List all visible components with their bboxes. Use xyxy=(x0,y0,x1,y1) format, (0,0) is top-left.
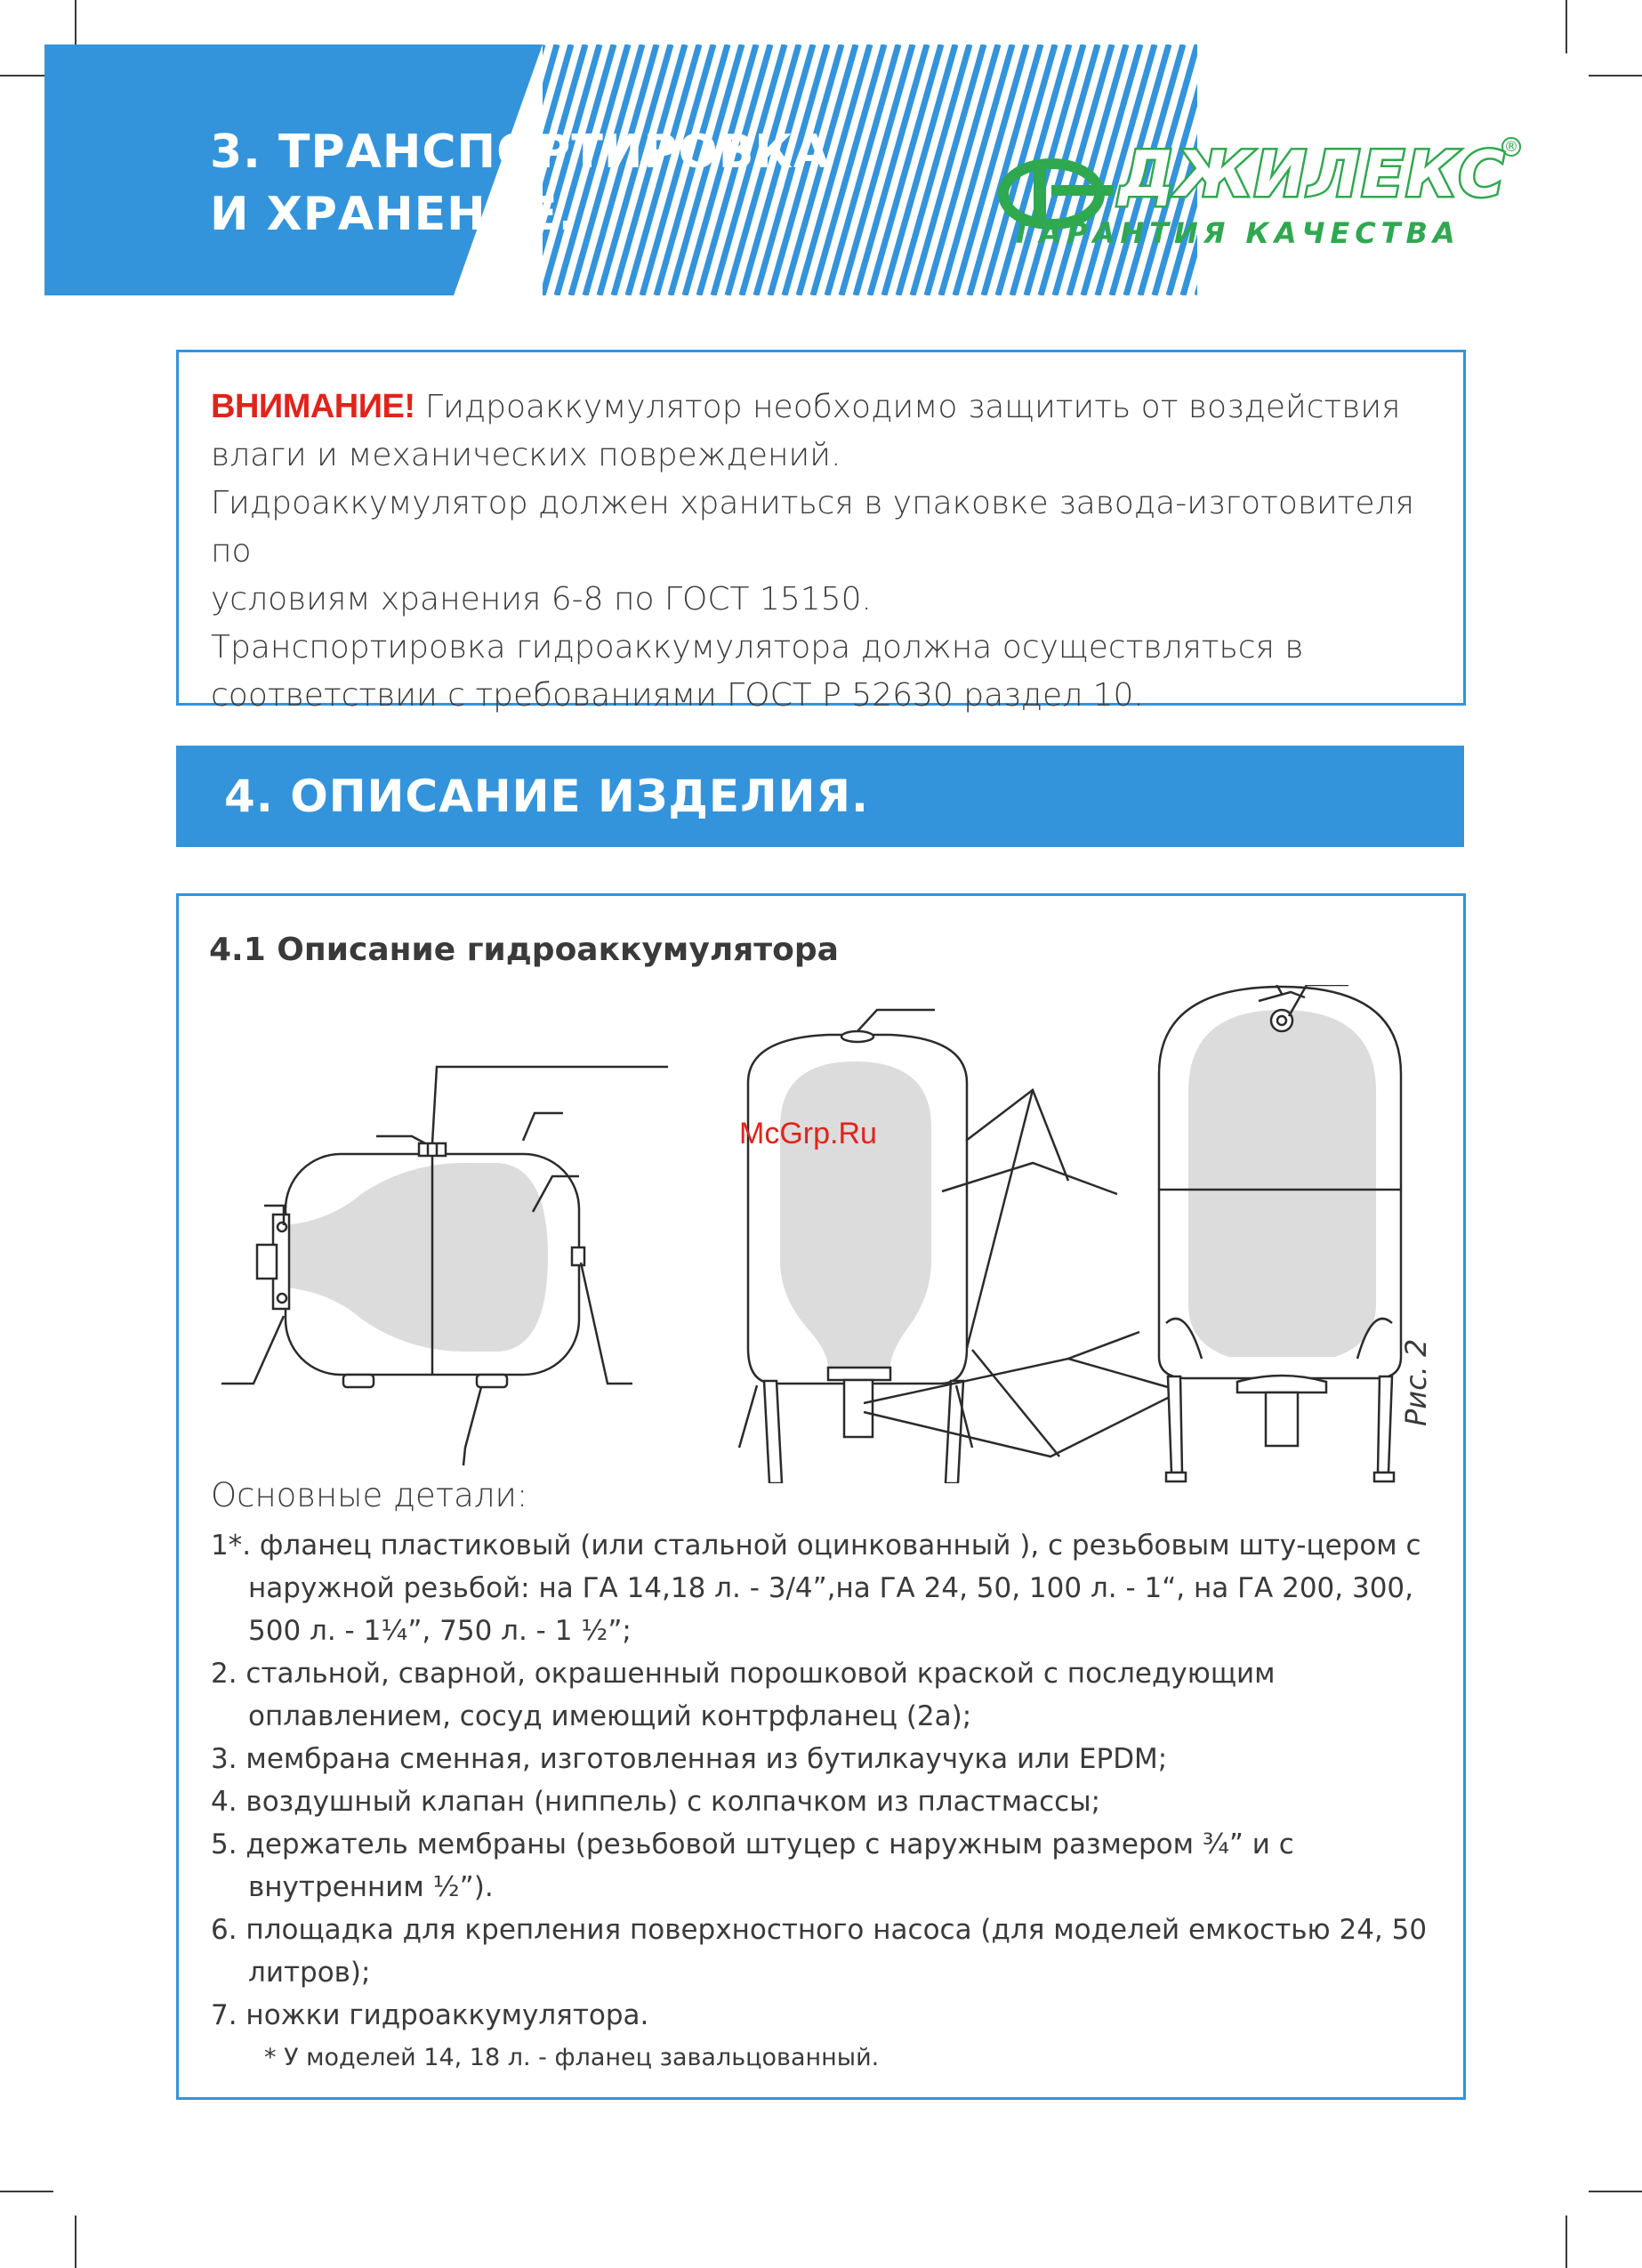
content-box xyxy=(176,893,1466,2100)
crop-mark xyxy=(1566,0,1567,53)
list-item: 3. мембрана сменная, изготовленная из бутилкаучука или EPDM; xyxy=(211,1743,1168,1775)
list-item: 6. площадка для крепления поверхностного насоса (для моделей емкостью 24, 50 литров); xyxy=(211,1914,1428,1989)
list-item: 1*. фланец пластиковый (или стальной оцинкованный ), с резьбовым шту-цером с наружной резьбой: на ГА 14,18 л. - 3/4”,на ГА 24, 50, 100 л. - 1“, на ГА 200, 300, 500 л. - 1¼”, 750 л. - 1 ½”; xyxy=(211,1529,1421,1647)
page-title xyxy=(210,121,830,246)
subsection-title: 4.1 Описание гидроаккумулятора xyxy=(209,932,839,968)
parts-heading: Основные детали: xyxy=(211,1476,528,1514)
list-item: 4. воздушный клапан (ниппель) с колпачком из пластмассы; xyxy=(211,1786,1101,1818)
crop-mark xyxy=(75,2216,76,2268)
watermark-text: McGrp.Ru xyxy=(739,1117,877,1150)
title-line-1: 3. ТРАНСПОРТИРОВКА xyxy=(210,125,831,179)
warning-line: условиям хранения 6-8 по ГОСТ 15150. xyxy=(211,581,872,617)
logo-slogan: ГАРАНТИЯ КАЧЕСТВА xyxy=(1016,216,1461,250)
figure-caption: Рис. 2 xyxy=(1399,1338,1433,1426)
warning-box xyxy=(176,350,1466,714)
list-item: 2. стальной, сварной, окрашенный порошковой краской с последующим оплавлением, сосуд имеющий контрфланец (2а); xyxy=(211,1658,1276,1732)
warning-line: влаги и механических повреждений. xyxy=(211,437,841,473)
brand-logo xyxy=(998,132,1523,256)
warning-text xyxy=(211,383,1437,720)
warning-line-text: Гидроаккумулятор необходимо защитить от воздействия xyxy=(415,389,1401,425)
warning-line xyxy=(211,383,1437,432)
registered-mark: ® xyxy=(1501,137,1521,157)
logo-brand-name: ДЖИЛЕКС xyxy=(1119,138,1507,211)
large-vertical-tank xyxy=(1159,985,1401,1481)
medium-vertical-tank xyxy=(739,1010,1175,1483)
footnote: * У моделей 14, 18 л. - фланец завальцованный. xyxy=(264,2044,880,2071)
list-item: 7. ножки гидроаккумулятора. xyxy=(211,1999,649,2031)
section-title: 4. ОПИСАНИЕ ИЗДЕЛИЯ. xyxy=(224,771,869,822)
warning-line: соответствии с требованиями ГОСТ Р 52630 раздел 10. xyxy=(211,677,1144,714)
title-line-2: И ХРАНЕНИЕ. xyxy=(210,188,577,241)
crop-mark xyxy=(1566,2216,1567,2268)
parts-list xyxy=(211,1524,1447,2037)
horizontal-tank xyxy=(221,1067,668,1465)
warning-line: Транспортировка гидроаккумулятора должна осуществляться в xyxy=(211,629,1304,666)
crop-mark xyxy=(1589,75,1642,77)
warning-label: ВНИМАНИЕ! xyxy=(211,388,415,425)
crop-mark xyxy=(0,2191,53,2192)
warning-line: Гидроаккумулятор должен храниться в упаковке завода-изготовителя по xyxy=(211,485,1414,569)
accumulator-diagram xyxy=(179,985,1463,1483)
section-header xyxy=(176,746,1464,847)
crop-mark xyxy=(1589,2191,1642,2192)
list-item: 5. держатель мембраны (резьбовой штуцер с наружным размером ¾” и с внутренним ½”). xyxy=(211,1828,1294,1903)
